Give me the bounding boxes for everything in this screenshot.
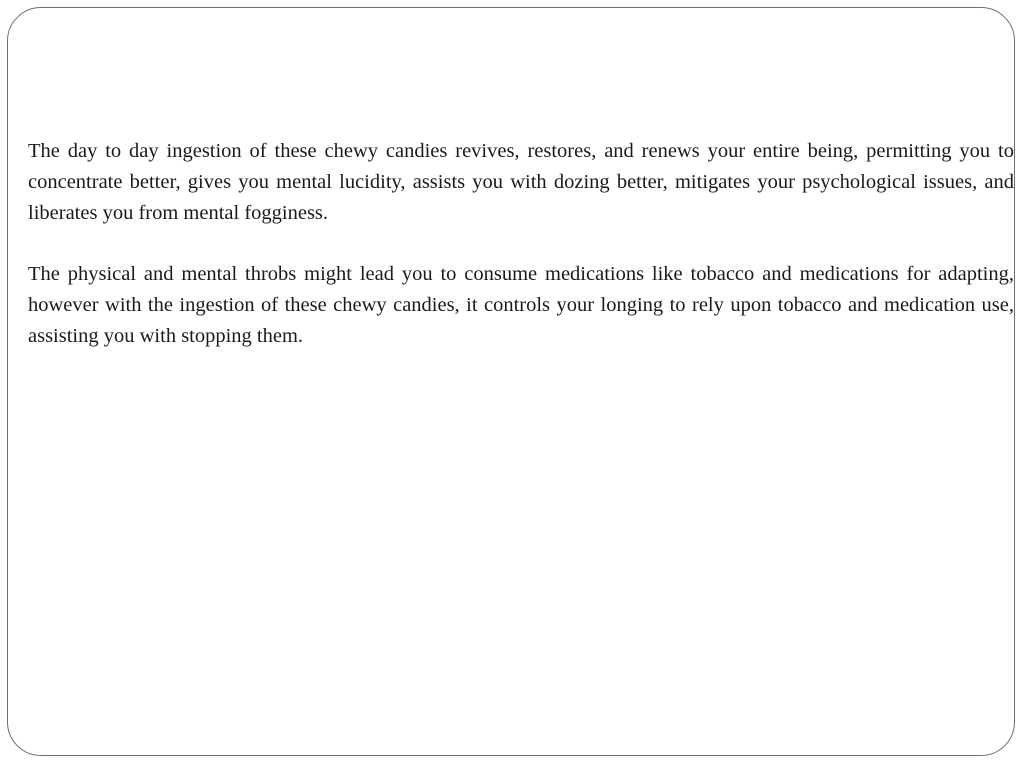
paragraph-2: The physical and mental throbs might lead you to consume medications like tobacco and medications for adapting, however with the ingestion of these chewy candies, it controls your longing to rely upon tobacco and medication use, assisting you with stopping them. [28, 263, 1014, 347]
slide-body [28, 136, 1014, 382]
paragraph-1: The day to day ingestion of these chewy candies revives, restores, and renews your entire being, permitting you to concentrate better, gives you mental lucidity, assists you with dozing better, mitigates your psychological issues, and liberates you from mental fogginess. [28, 140, 1014, 224]
